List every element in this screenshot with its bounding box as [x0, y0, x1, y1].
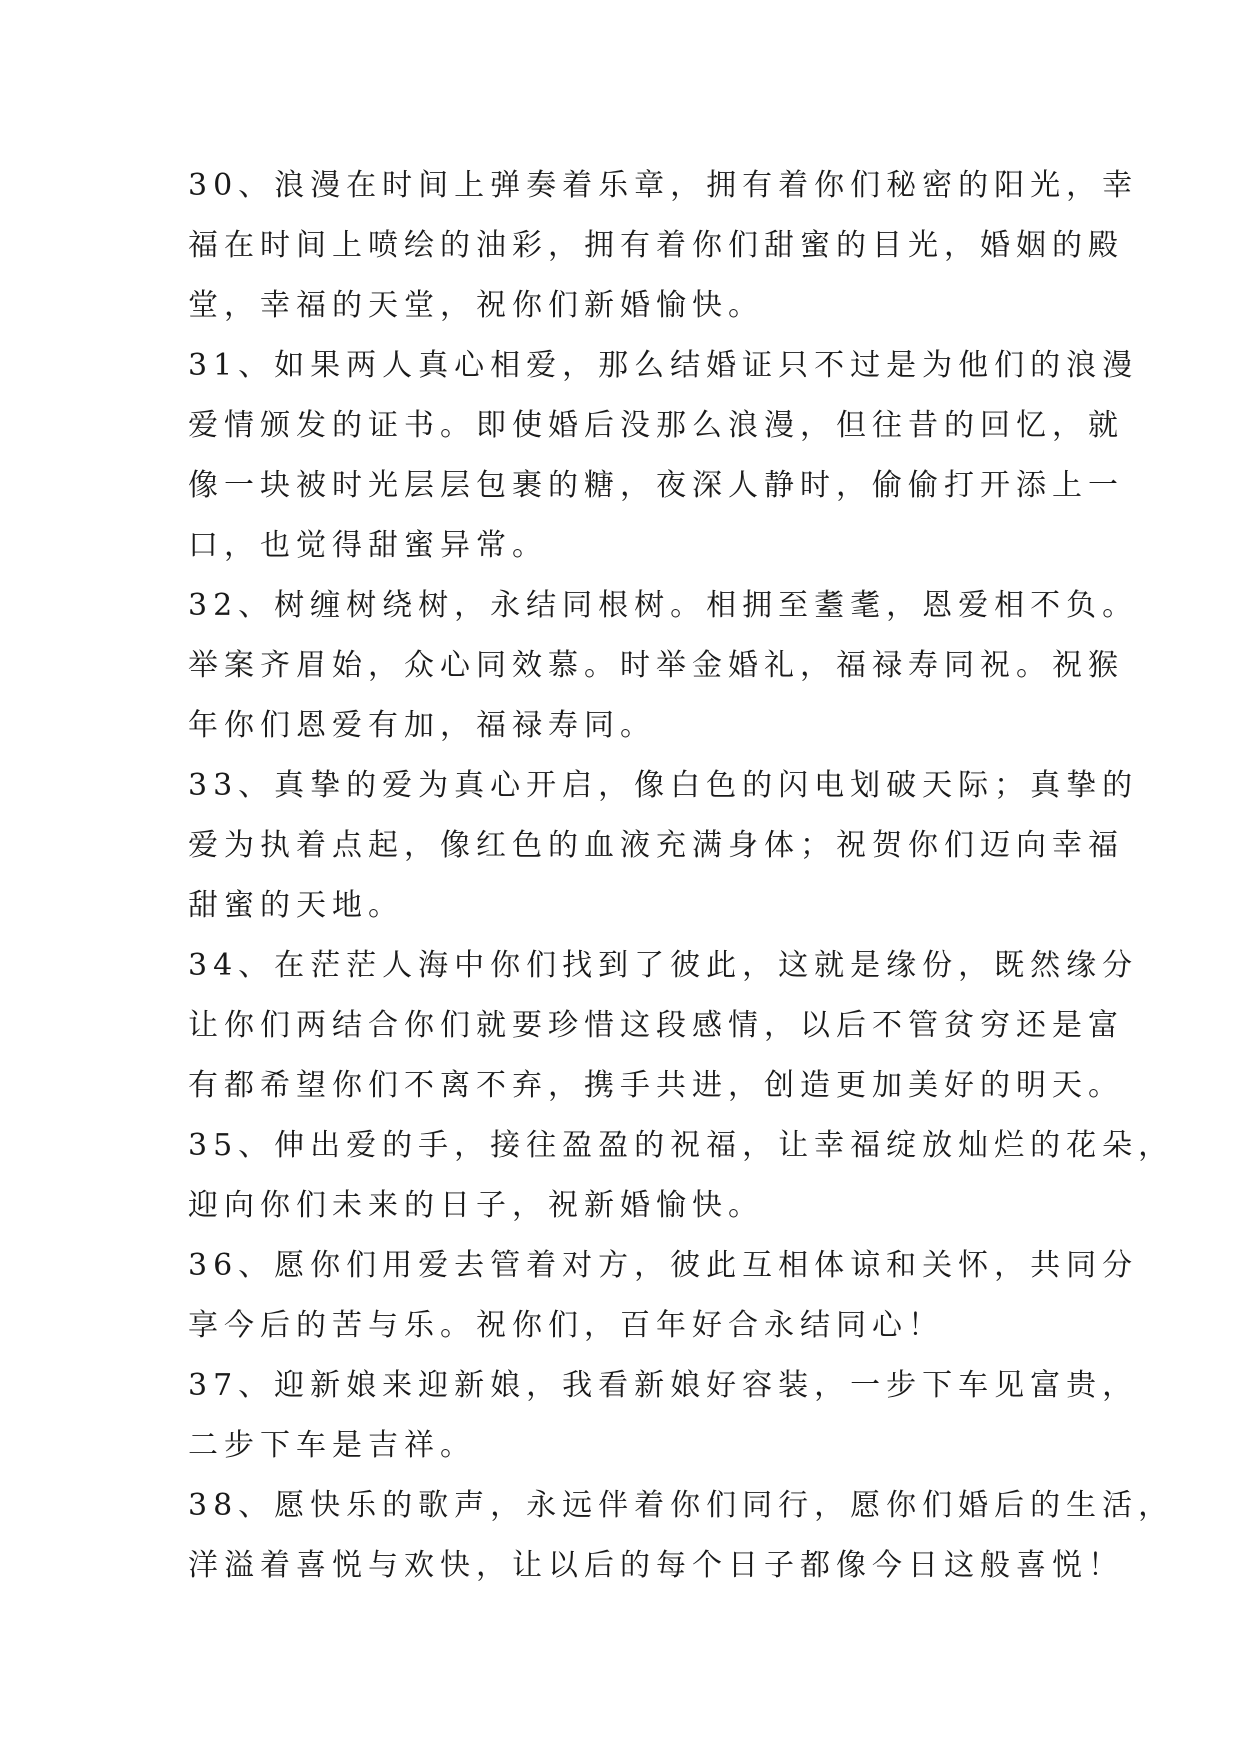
- text-line: 33、真挚的爱为真心开启，像白色的闪电划破天际；真挚的: [188, 768, 1139, 803]
- text-line: 举案齐眉始，众心同效慕。时举金婚礼，福禄寿同祝。祝猴: [188, 648, 1124, 683]
- text-line: 36、愿你们用爱去管着对方，彼此互相体谅和关怀，共同分: [188, 1248, 1139, 1283]
- text-line: 38、愿快乐的歌声，永远伴着你们同行，愿你们婚后的生活，: [188, 1488, 1175, 1523]
- text-line: 堂，幸福的天堂，祝你们新婚愉快。: [188, 288, 764, 323]
- text-line: 32、树缠树绕树，永结同根树。相拥至耋耄，恩爱相不负。: [188, 588, 1139, 623]
- text-line: 31、如果两人真心相爱，那么结婚证只不过是为他们的浪漫: [188, 348, 1139, 383]
- text-line: 二步下车是吉祥。: [188, 1428, 476, 1463]
- text-line: 爱情颁发的证书。即使婚后没那么浪漫，但往昔的回忆，就: [188, 408, 1124, 443]
- text-line: 迎向你们未来的日子，祝新婚愉快。: [188, 1188, 764, 1223]
- text-line: 福在时间上喷绘的油彩，拥有着你们甜蜜的目光，婚姻的殿: [188, 228, 1124, 263]
- text-line: 洋溢着喜悦与欢快，让以后的每个日子都像今日这般喜悦！: [188, 1548, 1124, 1583]
- text-line: 享今后的苦与乐。祝你们，百年好合永结同心！: [188, 1308, 944, 1343]
- text-line: 像一块被时光层层包裹的糖，夜深人静时，偷偷打开添上一: [188, 468, 1124, 503]
- text-line: 年你们恩爱有加，福禄寿同。: [188, 708, 656, 743]
- text-line: 有都希望你们不离不弃，携手共进，创造更加美好的明天。: [188, 1068, 1124, 1103]
- text-line: 35、伸出爱的手，接往盈盈的祝福，让幸福绽放灿烂的花朵，: [188, 1128, 1175, 1163]
- text-line: 让你们两结合你们就要珍惜这段感情，以后不管贫穷还是富: [188, 1008, 1124, 1043]
- text-line: 34、在茫茫人海中你们找到了彼此，这就是缘份，既然缘分: [188, 948, 1139, 983]
- text-line: 30、浪漫在时间上弹奏着乐章，拥有着你们秘密的阳光，幸: [188, 168, 1139, 203]
- text-line: 37、迎新娘来迎新娘，我看新娘好容装，一步下车见富贵，: [188, 1368, 1139, 1403]
- text-line: 口，也觉得甜蜜异常。: [188, 528, 548, 563]
- text-line: 爱为执着点起，像红色的血液充满身体；祝贺你们迈向幸福: [188, 828, 1124, 863]
- text-line: 甜蜜的天地。: [188, 888, 404, 923]
